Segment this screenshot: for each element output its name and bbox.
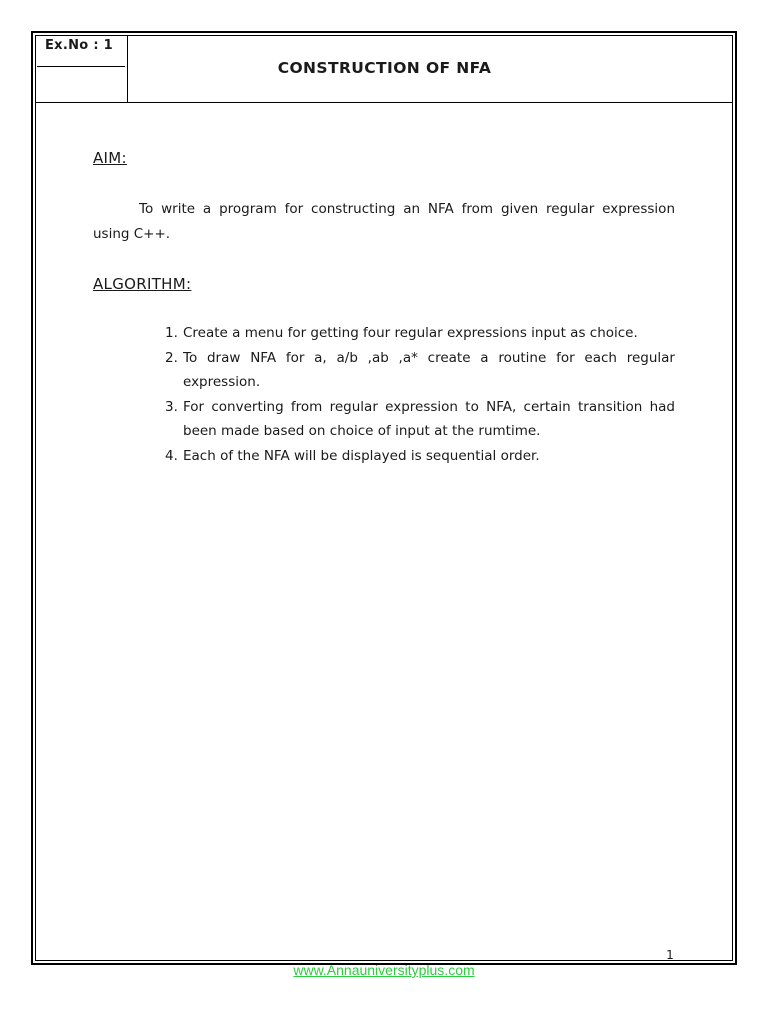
exercise-number-cell bbox=[35, 35, 128, 102]
algorithm-step bbox=[165, 346, 675, 395]
step-number: 1. bbox=[165, 325, 178, 341]
algorithm-step bbox=[165, 321, 675, 346]
aim-heading: AIM: bbox=[93, 149, 127, 167]
footer-website-link[interactable]: www.Annauniversityplus.com bbox=[293, 962, 475, 978]
step-text: To draw NFA for a, a/b ,ab ,a* create a routine for each regular expression. bbox=[183, 349, 675, 390]
algorithm-heading: ALGORITHM: bbox=[93, 275, 192, 293]
step-text: For converting from regular expression to NFA, certain transition had been made based on choice of input at the rumtime. bbox=[183, 398, 675, 439]
algorithm-steps bbox=[165, 321, 675, 468]
aim-paragraph: To write a program for constructing an NFA from given regular expression using C++. bbox=[93, 201, 675, 242]
page-title: CONSTRUCTION OF NFA bbox=[277, 59, 492, 77]
step-text: Each of the NFA will be displayed is sequential order. bbox=[183, 447, 540, 464]
page-inner-border bbox=[35, 35, 733, 961]
step-number: 4. bbox=[165, 447, 178, 464]
exercise-number-underline bbox=[37, 66, 125, 67]
page-number: 1 bbox=[666, 948, 674, 962]
step-text: Create a menu for getting four regular expressions input as choice. bbox=[183, 325, 638, 341]
step-number: 3. bbox=[165, 398, 178, 415]
step-number: 2. bbox=[165, 349, 178, 366]
exercise-number: Ex.No : 1 bbox=[45, 38, 114, 53]
header-table bbox=[35, 35, 733, 103]
algorithm-step bbox=[165, 444, 675, 469]
algorithm-step bbox=[165, 395, 675, 444]
